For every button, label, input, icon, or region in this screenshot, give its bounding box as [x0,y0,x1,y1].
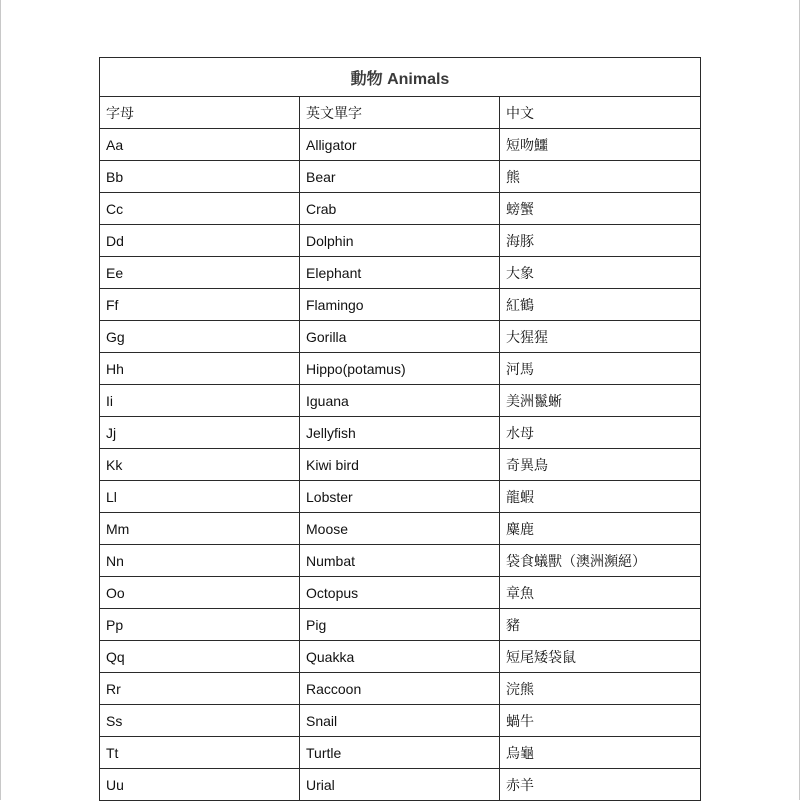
cell-chinese: 蝸牛 [500,705,701,737]
cell-letter: Kk [100,449,300,481]
header-letter: 字母 [100,97,300,129]
cell-letter: Tt [100,737,300,769]
cell-chinese: 河馬 [500,353,701,385]
animals-table [99,57,701,801]
cell-letter: Uu [100,769,300,801]
cell-chinese: 短吻鱷 [500,129,701,161]
table-row [100,673,701,705]
cell-english-word: Kiwi bird [300,449,500,481]
table-row [100,513,701,545]
table-title: 動物 Animals [100,58,701,97]
cell-letter: Qq [100,641,300,673]
cell-letter: Cc [100,193,300,225]
cell-chinese: 大象 [500,257,701,289]
table-row [100,161,701,193]
table-row [100,193,701,225]
cell-english-word: Snail [300,705,500,737]
cell-letter: Ss [100,705,300,737]
cell-letter: Ii [100,385,300,417]
cell-english-word: Elephant [300,257,500,289]
table-row [100,225,701,257]
cell-letter: Pp [100,609,300,641]
table-row [100,609,701,641]
table-row [100,705,701,737]
cell-english-word: Jellyfish [300,417,500,449]
cell-letter: Rr [100,673,300,705]
cell-english-word: Octopus [300,577,500,609]
cell-chinese: 烏龜 [500,737,701,769]
cell-english-word: Alligator [300,129,500,161]
cell-english-word: Turtle [300,737,500,769]
cell-chinese: 浣熊 [500,673,701,705]
cell-english-word: Dolphin [300,225,500,257]
cell-letter: Gg [100,321,300,353]
cell-letter: Ee [100,257,300,289]
cell-letter: Dd [100,225,300,257]
cell-chinese: 熊 [500,161,701,193]
cell-letter: Aa [100,129,300,161]
table-row [100,417,701,449]
cell-english-word: Crab [300,193,500,225]
table-row [100,129,701,161]
table-row [100,641,701,673]
cell-chinese: 赤羊 [500,769,701,801]
header-english-word: 英文單字 [300,97,500,129]
table-row [100,289,701,321]
table-row [100,321,701,353]
cell-chinese: 水母 [500,417,701,449]
cell-chinese: 麋鹿 [500,513,701,545]
cell-english-word: Lobster [300,481,500,513]
cell-chinese: 螃蟹 [500,193,701,225]
cell-letter: Ff [100,289,300,321]
cell-chinese: 紅鶴 [500,289,701,321]
header-chinese: 中文 [500,97,701,129]
cell-english-word: Gorilla [300,321,500,353]
table-title-row [100,58,701,97]
cell-chinese: 袋食蟻獸（澳洲瀕絕） [500,545,701,577]
cell-letter: Jj [100,417,300,449]
table-row [100,385,701,417]
table-row [100,769,701,801]
cell-letter: Bb [100,161,300,193]
cell-letter: Oo [100,577,300,609]
cell-english-word: Bear [300,161,500,193]
cell-letter: Nn [100,545,300,577]
cell-chinese: 大猩猩 [500,321,701,353]
cell-chinese: 海豚 [500,225,701,257]
cell-letter: Mm [100,513,300,545]
table-row [100,257,701,289]
table-row [100,449,701,481]
cell-english-word: Flamingo [300,289,500,321]
cell-chinese: 美洲鬣蜥 [500,385,701,417]
cell-english-word: Pig [300,609,500,641]
cell-english-word: Hippo(potamus) [300,353,500,385]
cell-english-word: Urial [300,769,500,801]
cell-chinese: 豬 [500,609,701,641]
table-row [100,481,701,513]
cell-chinese: 龍蝦 [500,481,701,513]
table-row [100,353,701,385]
cell-chinese: 短尾矮袋鼠 [500,641,701,673]
page-edge-left [0,0,1,800]
cell-letter: Ll [100,481,300,513]
cell-english-word: Iguana [300,385,500,417]
table-row [100,577,701,609]
cell-english-word: Moose [300,513,500,545]
table-row [100,737,701,769]
cell-english-word: Quakka [300,641,500,673]
cell-letter: Hh [100,353,300,385]
cell-english-word: Numbat [300,545,500,577]
cell-chinese: 奇異鳥 [500,449,701,481]
cell-english-word: Raccoon [300,673,500,705]
table-header-row [100,97,701,129]
cell-chinese: 章魚 [500,577,701,609]
table-row [100,545,701,577]
